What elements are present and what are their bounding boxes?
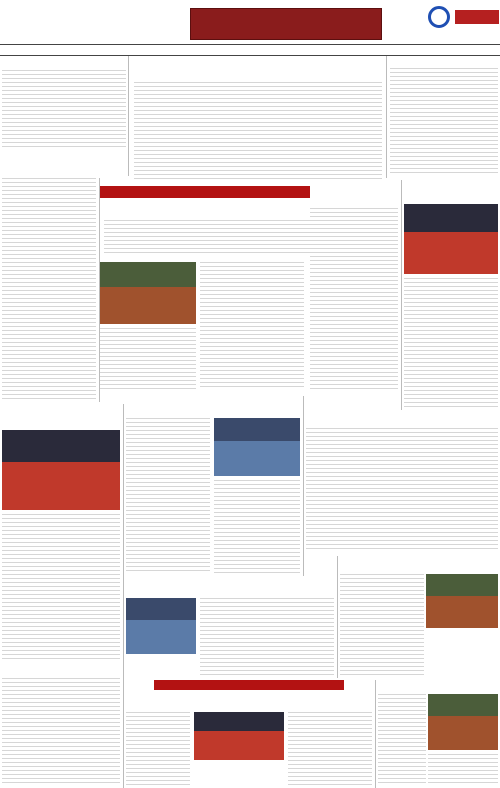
article-6-body bbox=[390, 68, 498, 174]
article-16-body bbox=[126, 712, 190, 786]
article-13 bbox=[124, 578, 336, 678]
article-10 bbox=[0, 404, 122, 664]
column-divider bbox=[375, 680, 376, 788]
article-15-body bbox=[2, 678, 120, 786]
article-1 bbox=[0, 56, 128, 152]
article-3 bbox=[130, 56, 386, 186]
article-16-kicker-bar bbox=[154, 680, 344, 690]
column-divider bbox=[386, 56, 387, 178]
article-11 bbox=[124, 396, 302, 576]
article-3-body bbox=[134, 82, 382, 182]
article-5-body bbox=[2, 178, 96, 402]
column-divider bbox=[401, 180, 402, 410]
article-8 bbox=[402, 180, 500, 410]
article-14-body bbox=[340, 574, 424, 676]
article-11-photo bbox=[214, 418, 300, 476]
masthead bbox=[0, 0, 500, 44]
newspaper-logo bbox=[455, 10, 499, 24]
article-9 bbox=[100, 262, 306, 392]
article-11-body bbox=[126, 418, 210, 574]
page-title bbox=[190, 8, 380, 38]
article-16-photo bbox=[194, 712, 284, 760]
article-10-photo bbox=[2, 430, 120, 510]
article-4-kicker-bar bbox=[100, 186, 310, 198]
article-13-photo bbox=[126, 598, 196, 654]
article-17-body-2 bbox=[428, 754, 498, 786]
article-1-body bbox=[2, 70, 126, 150]
column-divider bbox=[99, 178, 100, 402]
article-10-body bbox=[2, 514, 120, 662]
article-11-body-2 bbox=[214, 480, 300, 574]
circle-emblem-icon bbox=[428, 6, 450, 28]
article-14 bbox=[338, 556, 500, 678]
article-17-photo bbox=[428, 694, 498, 750]
column-divider bbox=[337, 556, 338, 678]
column-divider bbox=[128, 56, 129, 176]
article-8-body bbox=[404, 278, 498, 408]
article-5 bbox=[0, 178, 98, 402]
article-2 bbox=[0, 154, 128, 176]
article-17 bbox=[376, 680, 500, 788]
dateline-bar bbox=[0, 44, 500, 56]
article-7 bbox=[308, 186, 400, 396]
article-16 bbox=[124, 680, 374, 788]
article-14-photo bbox=[426, 574, 498, 628]
article-9-body-2 bbox=[100, 328, 196, 390]
article-12-body bbox=[306, 428, 498, 550]
article-6 bbox=[388, 56, 500, 176]
article-7-body bbox=[310, 208, 398, 392]
article-12 bbox=[304, 412, 500, 552]
article-13-body bbox=[200, 598, 334, 676]
article-9-body bbox=[200, 262, 304, 390]
column-divider bbox=[303, 396, 304, 576]
article-9-photo bbox=[100, 262, 196, 324]
article-16-body-2 bbox=[288, 712, 372, 786]
article-17-body bbox=[378, 694, 426, 786]
article-15 bbox=[0, 666, 122, 788]
column-divider bbox=[123, 404, 124, 788]
article-8-photo bbox=[404, 204, 498, 274]
